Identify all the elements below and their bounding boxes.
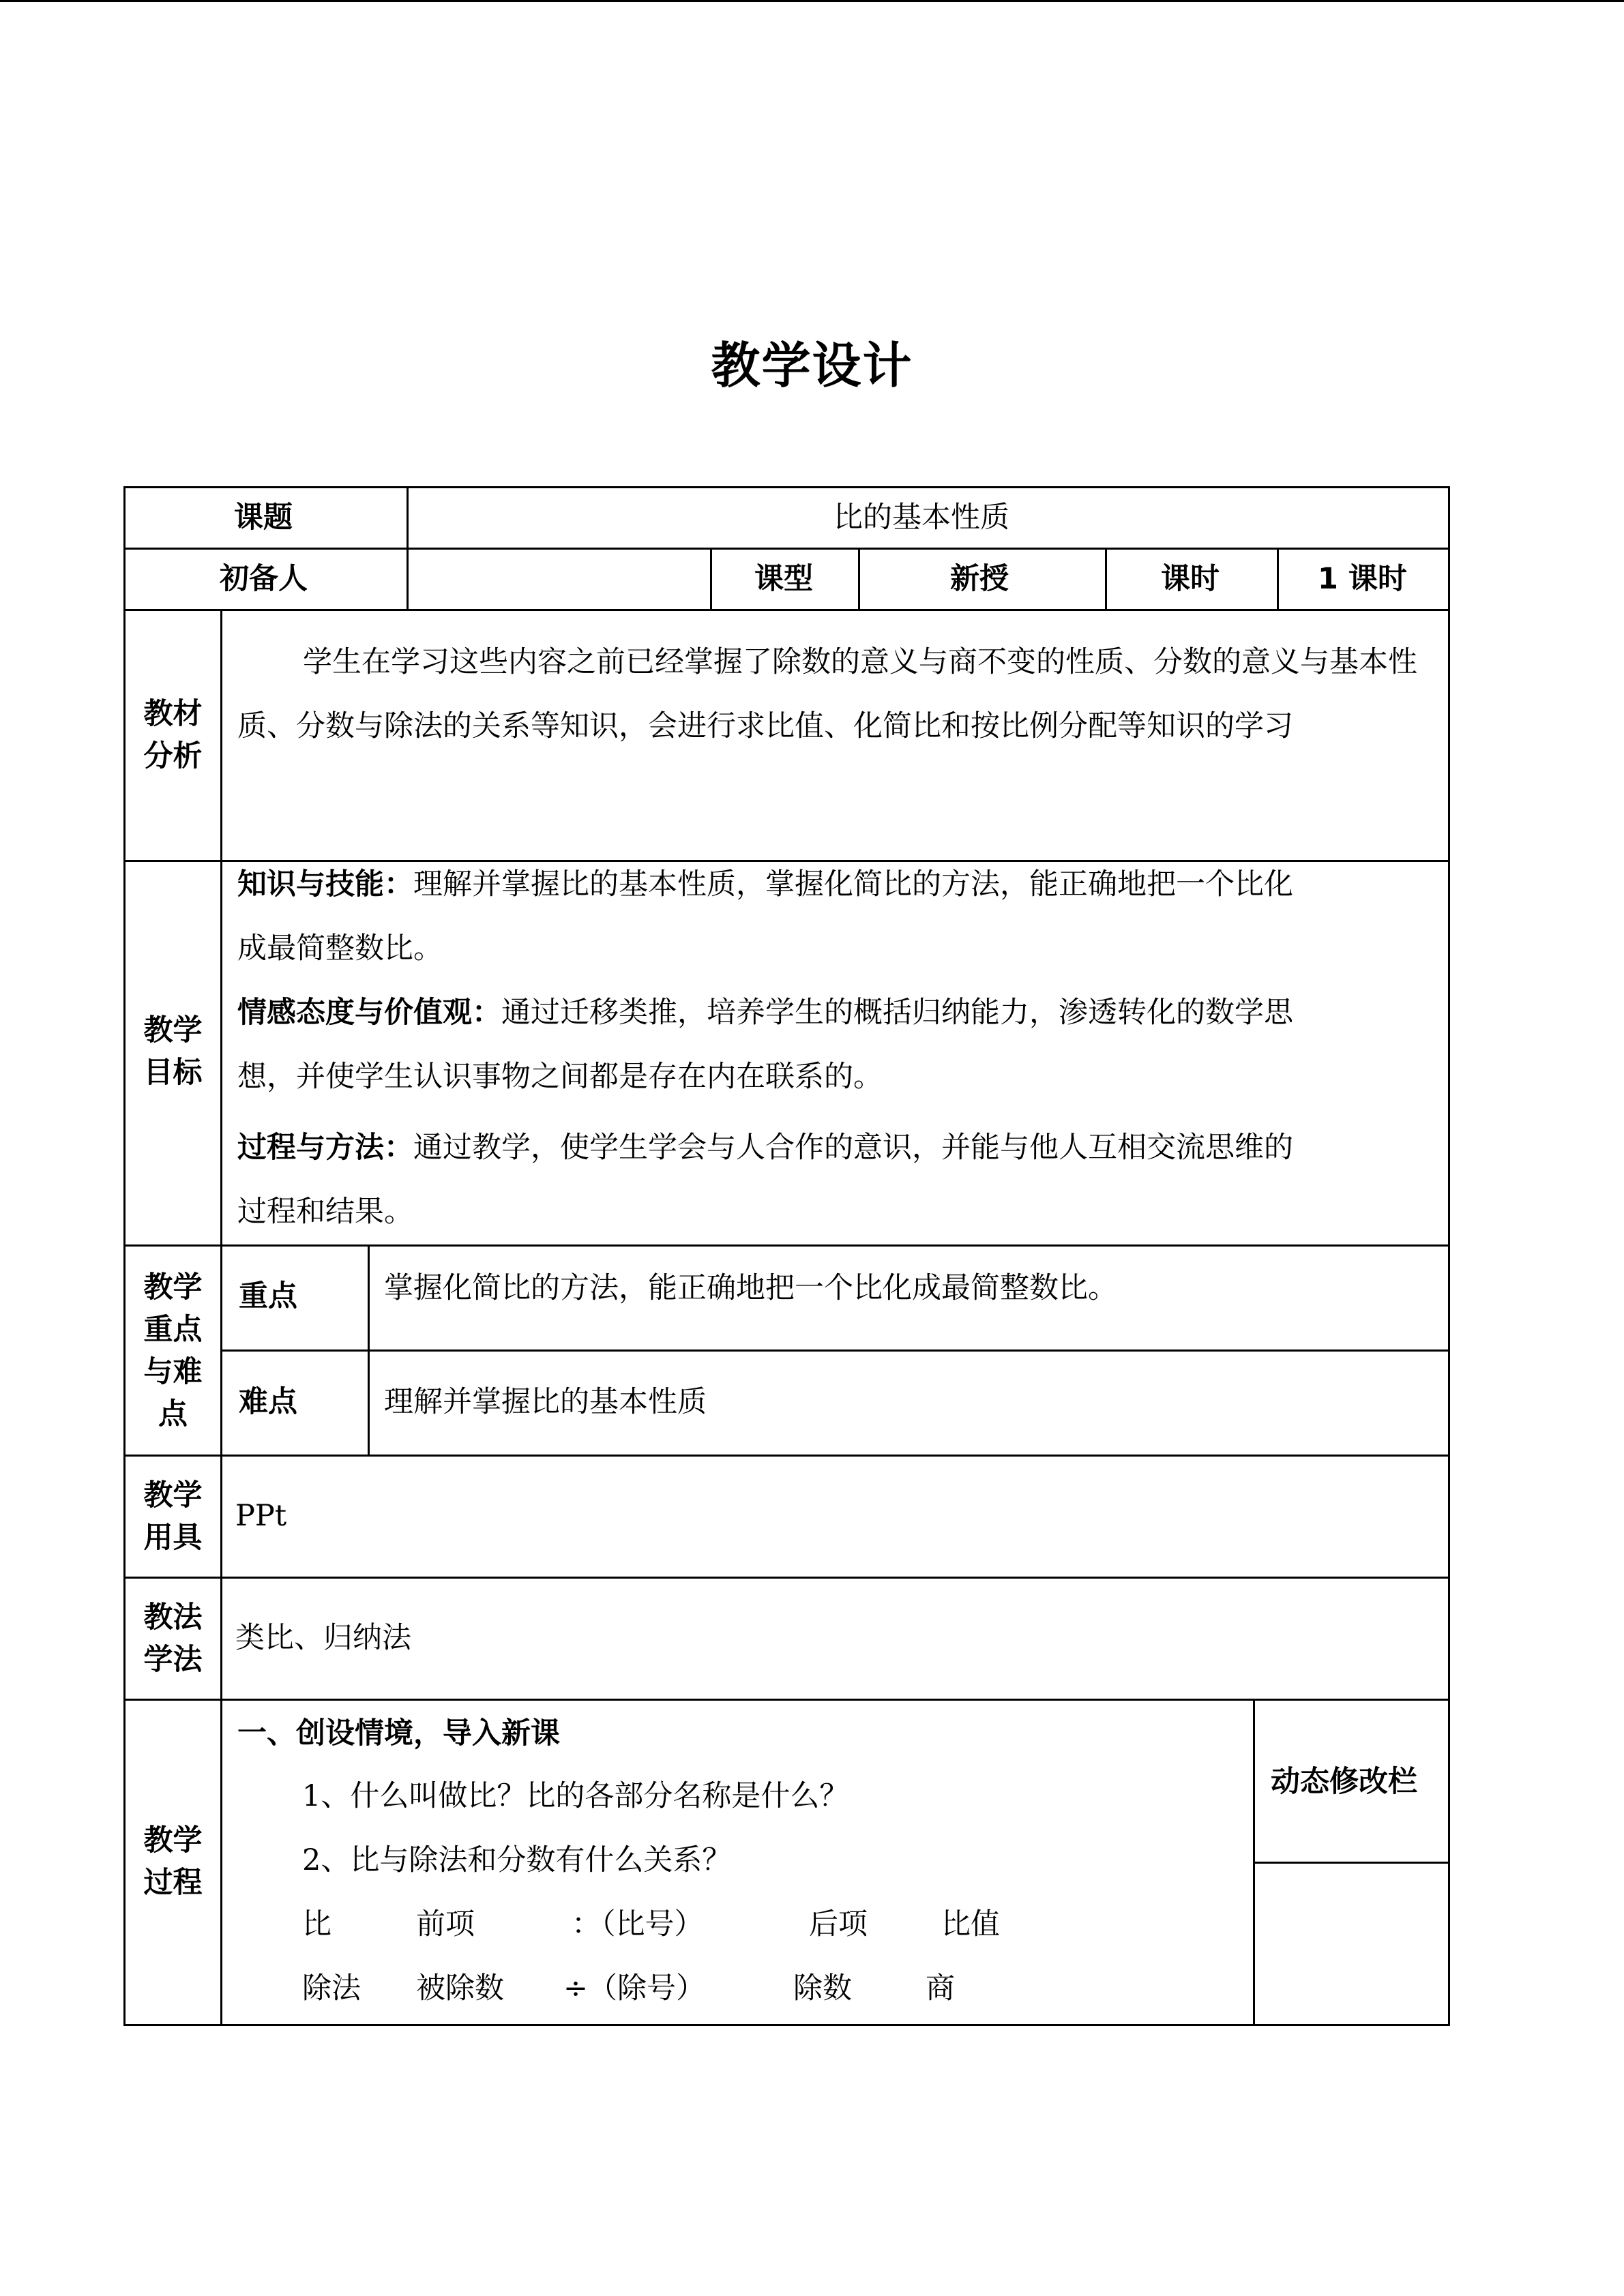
ratio-term: 比 bbox=[302, 1907, 331, 1941]
goal-process-line1: 过程与方法：通过教学，使学生学会与人合作的意识，并能与他人互相交流思维的 bbox=[237, 1131, 1293, 1165]
goal-knowledge-label: 知识与技能： bbox=[237, 867, 413, 901]
ratio-term: 比值 bbox=[941, 1907, 1000, 1941]
goal-knowledge-line2: 成最简整数比。 bbox=[237, 931, 443, 966]
table-border-right bbox=[1448, 486, 1450, 2026]
col-divider bbox=[220, 609, 222, 2026]
row-divider bbox=[1253, 1862, 1450, 1864]
division-term: 除数 bbox=[793, 1971, 852, 2006]
goal-knowledge-line1: 知识与技能：理解并掌握比的基本性质，掌握化简比的方法，能正确地把一个比化 bbox=[237, 867, 1293, 901]
division-term: ÷（除号） bbox=[563, 1971, 706, 2006]
col-divider bbox=[368, 1244, 370, 1457]
row-divider bbox=[123, 1244, 1450, 1247]
difficulty-label: 难点 bbox=[239, 1385, 297, 1419]
goal-process-label: 过程与方法： bbox=[237, 1131, 413, 1165]
row-divider bbox=[123, 609, 1450, 611]
difficulty-text: 理解并掌握比的基本性质 bbox=[384, 1385, 707, 1419]
lesson-type-label: 课型 bbox=[754, 562, 813, 596]
analysis-text: 学生在学习这些内容之前已经掌握了除数的意义与商不变的性质、分数的意义与基本性质、分数与除法的关系等知识，会进行求比值、化简比和按比例分配等知识的学习 bbox=[237, 645, 1417, 743]
ratio-term: 后项 bbox=[809, 1907, 868, 1941]
topic-value: 比的基本性质 bbox=[833, 501, 1009, 535]
table-border-bottom bbox=[123, 2024, 1450, 2026]
goal-emotion-line2: 想，并使学生认识事物之间都是存在内在联系的。 bbox=[237, 1060, 883, 1094]
goal-emotion-label: 情感态度与价值观： bbox=[237, 996, 501, 1030]
col-divider bbox=[710, 548, 712, 611]
process-label: 教学 过程 bbox=[143, 1823, 203, 1900]
table-border-top bbox=[123, 486, 1450, 488]
process-question-2: 2、比与除法和分数有什么关系？ bbox=[302, 1843, 732, 1877]
key-point-text: 掌握化简比的方法，能正确地把一个比化成最简整数比。 bbox=[384, 1271, 1117, 1305]
row-divider bbox=[123, 1577, 1450, 1579]
document-title: 教学设计 bbox=[711, 337, 913, 394]
topic-label: 课题 bbox=[234, 501, 293, 535]
goal-process-line2: 过程和结果。 bbox=[237, 1195, 413, 1229]
row-divider bbox=[123, 860, 1450, 862]
division-term: 除法 bbox=[302, 1971, 361, 2006]
revision-column-label: 动态修改栏 bbox=[1271, 1765, 1417, 1799]
row-divider bbox=[123, 1699, 1450, 1701]
col-divider bbox=[407, 486, 409, 611]
methods-text: 类比、归纳法 bbox=[235, 1621, 411, 1655]
col-divider bbox=[1253, 1699, 1255, 2026]
lesson-type-value: 新授 bbox=[950, 562, 1009, 596]
goal-emotion-line1: 情感态度与价值观：通过迁移类推，培养学生的概括归纳能力，渗透转化的数学思 bbox=[237, 996, 1293, 1030]
process-question-1: 1、什么叫做比？比的各部分名称是什么？ bbox=[302, 1779, 849, 1813]
key-points-label: 教学 重点 与难 点 bbox=[143, 1270, 203, 1431]
class-hours-value: 1 课时 bbox=[1318, 562, 1407, 596]
row-divider bbox=[123, 1455, 1450, 1457]
ratio-term: 前项 bbox=[416, 1907, 475, 1941]
preparer-label: 初备人 bbox=[220, 562, 308, 596]
goals-label: 教学 目标 bbox=[143, 1013, 203, 1090]
key-point-label: 重点 bbox=[239, 1279, 297, 1313]
tools-label: 教学 用具 bbox=[143, 1478, 203, 1555]
analysis-label: 教材 分析 bbox=[143, 697, 203, 773]
tools-text: PPt bbox=[235, 1499, 287, 1533]
page-top-border bbox=[0, 0, 1624, 2]
methods-label: 教法 学法 bbox=[143, 1600, 203, 1677]
division-term: 被除数 bbox=[416, 1971, 504, 2006]
col-divider bbox=[1277, 548, 1279, 611]
ratio-term: ：（比号） bbox=[572, 1907, 704, 1941]
row-divider bbox=[123, 548, 1450, 550]
col-divider bbox=[858, 548, 860, 611]
process-section-title: 一、创设情境，导入新课 bbox=[237, 1716, 560, 1750]
class-hours-label: 课时 bbox=[1161, 562, 1220, 596]
row-divider bbox=[220, 1350, 1450, 1352]
division-term: 商 bbox=[926, 1971, 955, 2006]
col-divider bbox=[1105, 548, 1107, 611]
